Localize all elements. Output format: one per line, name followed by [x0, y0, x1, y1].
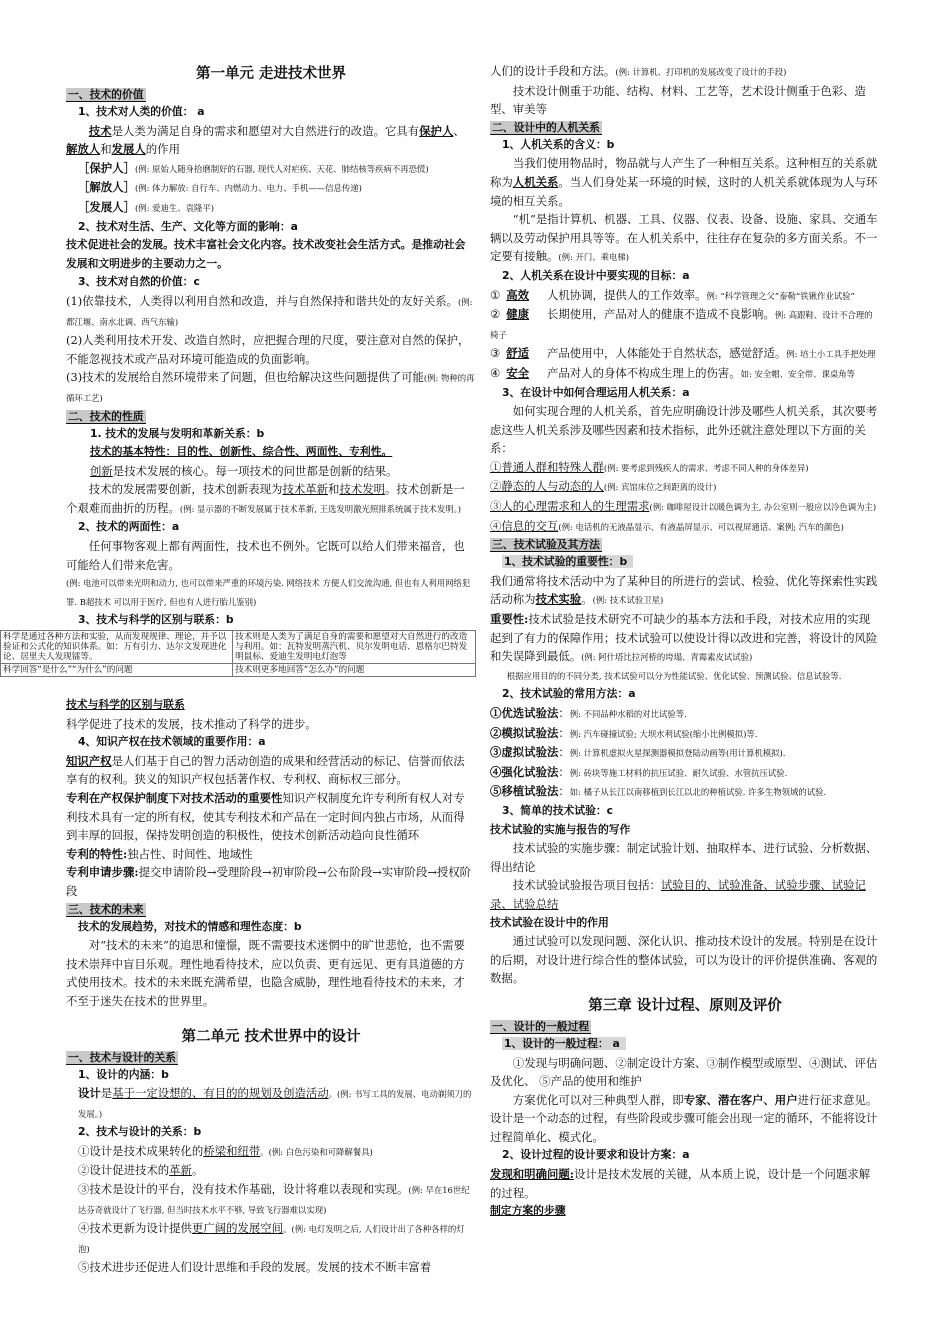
paragraph: 技术是人类为满足自身的需求和愿望对大自然进行的改造。它具有保护人、解放人和发展人的作用 — [66, 123, 465, 157]
goal-item — [490, 364, 880, 384]
method-keyword: ⑤移植试验法 — [490, 784, 559, 799]
paragraph: 技术设计侧重于功能、结构、材料、工艺等，艺术设计侧重于色彩、造型、审美等 — [490, 83, 866, 117]
method-example: 如: 橘子从长江以南移植到长江以北的种植试验. 许多生物领域的试验. — [569, 787, 827, 798]
subheading: 3、简单的技术试验：c — [502, 803, 614, 817]
paragraph: 方案优化可以对三种典型人群，即专家、潜在客户、用户进行征求意见。设计是一个动态的过程，有些阶段或步骤可能会出现一定的循环，不能将设计过程简单化、模式化。 — [490, 1092, 878, 1144]
paragraph: 知识产权是人们基于自己的智力活动创造的成果和经营活动的标记、信誉而依法享有的权利。狭义的知识产权包括著作权、专利权、商标权三部分。 — [66, 753, 465, 787]
paragraph: 技术促进社会的发展。技术丰富社会文化内容。技术改变社会生活方式。是推动社会发展和文明进步的主要动力之一。 — [66, 238, 466, 270]
unit1-title: 第一单元 走进技术世界 — [195, 66, 347, 82]
paragraph: 技术的基本特性：目的性、创新性、综合性、两面性、专利性。 — [90, 445, 393, 459]
subheading: 1、人机关系的含义：b — [502, 137, 615, 151]
table-cell: 技术则更多地回答“怎么办”的问题 — [233, 664, 476, 677]
paragraph: 技术的发展需要创新，技术创新表现为技术革新和技术发明。技术创新是一个艰难而曲折的历程。(例: 显示器的不断发展属于技术革新, 王选发明激光照排系统属于技术发明。) — [66, 482, 465, 515]
paragraph: ①设计是技术成果转化的桥梁和纽带。(例: 白色污染和可降解餐具) — [78, 1143, 373, 1158]
goal-keyword: 舒适 — [506, 346, 530, 361]
paragraph: 我们通常将技术活动中为了某种目的所进行的尝试、检验、优化等探索性实践活动称为技术实验。(例: 技术试验卫星) — [490, 573, 878, 607]
subheading: 1、设计的内涵：b — [78, 1067, 169, 1081]
table-row — [1, 631, 476, 664]
subheading: 2、设计过程的设计要求和设计方案：a — [502, 1148, 690, 1162]
subheading: 4、知识产权在技术领域的重要作用：a — [78, 735, 266, 749]
section-heading: 一、技术的价值 — [68, 88, 144, 101]
method-item — [490, 704, 880, 724]
paragraph: (2)人类利用技术开发、改造自然时，应把握合理的尺度，要注意对自然的保护，不能忽视技术或产品对环境可能造成的负面影响。 — [66, 333, 470, 366]
method-item — [490, 724, 880, 744]
paragraph: 根据应用目的的不同分类, 技术试验可以分为性能试验、优化试验、预测试验、信息试验等. — [506, 670, 842, 681]
method-separator: ： — [558, 745, 570, 760]
factor-item — [490, 517, 880, 537]
paragraph: 当我们使用物品时，物品就与人产生了一种相互关系。这种相互的关系就称为人机关系。当人们身处某一环境的时候，这时的人机关系就体现为人与环境的相互关系。 — [490, 156, 878, 208]
methods-list — [490, 704, 880, 802]
paragraph: 科学促进了技术的发展，技术推动了科学的进步。 — [66, 716, 317, 731]
subheading: 技术试验的实施与报告的写作 — [490, 822, 631, 836]
paragraph: 对“技术的未来”的追思和憧憬，既不需要技术迷惘中的旷世悲怆，也不需要技术崇拜中盲目乐观。理性地看待技术，应以负责、更有远见、更有具道德的方式使用技术。技术的未来既充满希望，也隐含威胁，理性地看待技术的未来，才不至于迷失在技术的世界里。 — [66, 938, 465, 1008]
table-row — [1, 664, 476, 677]
subheading: 3、技术与科学的区别与联系：b — [78, 613, 234, 627]
table-cell: 科学是通过各种方法和实验，从而发现规律、理论，并予以验证和公式化的知识体系。如：万有引力、达尔文发现进化论、居里夫人发现镭等。 — [1, 631, 233, 664]
paragraph: 专利在产权保护制度下对技术活动的重要性知识产权制度允许专利所有权人对专利技术具有一定的所有权，使其专利技术和产品在一定时间内独占市场，从而得到丰厚的回报，保持发明创造的积极性，使技术创新活动趋向良性循环 — [66, 790, 465, 843]
subheading: 3、在设计中如何合理运用人机关系：a — [502, 385, 690, 399]
method-item — [490, 763, 880, 783]
paragraph: ①发现与明确问题、②制定设计方案、③制作模型或原型、④测试、评估及优化、 ⑤产品的使用和维护 — [490, 1055, 878, 1089]
paragraph: ③技术是设计的平台，没有技术作基础，设计将难以表现和实现。(例: 早在16世纪达芬奇就设计了飞行器, 但当时技术水平不够, 导致飞行器难以实现) — [78, 1182, 470, 1215]
paragraph: ［发展人］(例: 爱迪生、袁隆平) — [78, 199, 214, 214]
method-separator: ： — [558, 706, 570, 720]
factor-item — [490, 477, 880, 497]
goal-example: 例: 高跟鞋、设计不合理的椅子 — [490, 310, 873, 340]
section-heading: 一、技术与设计的关系 — [68, 1050, 176, 1064]
paragraph: “机”是指计算机、机器、工具、仪器、仪表、设备、设施、家具、交通车辆以及劳动保护用具等等。在人机关系中，往往存在复杂的多方面关系。不一定要有接触。(例: 开门、乘电梯) — [490, 212, 878, 264]
goal-example: 如: 安全帽、安全带、课桌角等 — [740, 368, 856, 379]
method-example: 例: 不同品种水稻的对比试验等. — [569, 709, 687, 719]
goal-number: ③ — [490, 346, 501, 361]
factor-example: (例: 宾馆床位之间距离的设计) — [603, 482, 717, 493]
factor-keyword: ①普通人群和特殊人群 — [490, 459, 604, 474]
factor-keyword: ③人的心理需求和人的生理需求 — [490, 499, 650, 514]
paragraph: 技术试验的实施步骤：制定试验计划、抽取样本、进行试验、分析数据、得出结论 — [490, 841, 878, 874]
subheading: 1、设计的一般过程： a — [490, 1035, 880, 1054]
paragraph: ②设计促进技术的革新。 — [78, 1163, 204, 1178]
section-heading: 三、技术试验及其方法 — [492, 538, 600, 552]
subheading: 2、技术对生活、生产、文化等方面的影响：a — [78, 219, 298, 233]
subheading: 技术与科学的区别与联系 — [66, 698, 185, 711]
goal-keyword: 安全 — [506, 365, 530, 380]
goal-keyword: 高效 — [506, 287, 530, 302]
paragraph: (1)依靠技术，人类得以利用自然和改造，并与自然保持和谐共处的友好关系。(例: 都江堰、南水北调、西气东输) — [66, 293, 473, 327]
method-separator: ： — [558, 764, 570, 779]
goal-example: 例: “科学管理之父”泰勒“铁锹作业试验” — [706, 290, 855, 301]
goal-example: 例: 培土小工具手把处理 — [786, 349, 876, 360]
method-example: 例: 汽车碰撞试验; 大坝水利试验(缩小比例模拟)等. — [569, 728, 758, 739]
goal-text: 产品使用中，人体能处于自然状态，感觉舒适。 — [547, 346, 787, 361]
method-keyword: ②模拟试验法 — [490, 725, 559, 740]
science-tech-table — [0, 630, 476, 677]
factor-keyword: ④信息的交互 — [490, 518, 559, 533]
subheading: 技术的发展趋势，对技术的情感和理性态度：b — [78, 919, 302, 933]
paragraph: 专利申请步骤:提交申请阶段→受理阶段→初审阶段→公布阶段→实审阶段→授权阶段 — [66, 865, 472, 898]
paragraph: 人们的设计手段和方法。(例: 计算机、打印机的发展改变了设计的手段) — [490, 64, 787, 78]
goal-number: ④ — [490, 365, 501, 380]
subheading: 制定方案的步骤 — [490, 1204, 566, 1218]
section-heading: 二、设计中的人机关系 — [492, 120, 600, 134]
method-keyword: ①优选试验法 — [490, 706, 559, 720]
subheading: 2、技术的两面性：a — [78, 520, 180, 534]
subheading: 2、人机关系在设计中要实现的目标：a — [502, 268, 690, 282]
paragraph: ［保护人］(例: 原始人随身拾磨制好的石器, 现代人对疟疾、天花、肺结核等疾病不再恐慌) — [78, 160, 429, 175]
method-separator: ： — [558, 725, 570, 740]
subheading: 1. 技术的发展与发明和革新关系：b — [90, 426, 265, 440]
left-column-lower — [66, 696, 476, 1277]
factors-list — [490, 458, 880, 536]
right-column — [490, 62, 880, 1221]
goal-text: 人机协调，提供人的工作效率。 — [547, 287, 707, 302]
subheading: 1、技术试验的重要性：b — [490, 553, 880, 572]
goal-keyword: 健康 — [506, 307, 530, 322]
goal-number: ① — [490, 287, 501, 302]
factor-item — [490, 458, 880, 478]
paragraph: 技术试验试验报告项目包括：试验目的、试验准备、试验步骤、试验记录、试验总结 — [490, 878, 866, 911]
method-keyword: ④强化试验法 — [490, 764, 559, 779]
paragraph: 通过试验可以发现问题、深化认识、推动技术设计的发展。特别是在设计的后期，对设计进行综合性的整体试验，可以为设计的评价提供准确、客观的数据。 — [490, 934, 878, 986]
paragraph: 创新是技术发展的核心。每一项技术的问世都是创新的结果。 — [90, 463, 398, 478]
paragraph: ⑤技术进步还促进人们设计思维和手段的发展。发展的技术不断丰富着 — [78, 1260, 432, 1275]
subheading: 1、技术对人类的价值： a — [78, 105, 205, 118]
factor-keyword: ②静态的人与动态的人 — [490, 479, 604, 494]
paragraph: 如何实现合理的人机关系，首先应明确设计涉及哪些人机关系，其次要考虑这些人机关系涉及哪些因素和技术指标，此外还就注意处理以下方面的关系： — [490, 404, 878, 456]
paragraph: 任何事物客观上都有两面性，技术也不例外。它既可以给人们带来福音，也可能给人们带来危害。 — [66, 539, 465, 572]
unit2-title: 第二单元 技术世界中的设计 — [181, 1028, 361, 1045]
method-item — [490, 782, 880, 802]
goal-number: ② — [490, 307, 501, 322]
factor-example: (例: 电话机的无液晶显示、有液晶屏显示、可以视屏通话、案例; 汽车的颜色) — [558, 521, 844, 532]
subheading: 技术试验在设计中的作用 — [490, 915, 609, 929]
left-column — [66, 62, 476, 630]
subheading: 2、技术与设计的关系：b — [78, 1125, 202, 1139]
method-example: 例: 计算机虚拟火星探测器模拟登陆动画等(用计算机模拟). — [569, 748, 786, 759]
goal-text: 产品对人的身体不构成生理上的伤害。 — [547, 365, 741, 380]
paragraph: 设计是基于一定设想的、有目的的规划及创造活动。(例: 书写工具的发展、电动剃须刀的发展。) — [78, 1086, 472, 1119]
paragraph: 专利的特性:独占性、时间性、地域性 — [66, 846, 253, 861]
table-cell: 科学回答“是什么”“为什么”的问题 — [1, 664, 233, 677]
method-item — [490, 743, 880, 763]
factor-item — [490, 497, 880, 517]
method-example: 例: 砖块等施工材料的抗压试验、耐久试验、水管抗压试验. — [569, 767, 788, 778]
subheading: 2、技术试验的常用方法：a — [502, 687, 636, 701]
goal-item — [490, 286, 880, 306]
section-heading: 一、设计的一般过程 — [492, 1019, 590, 1033]
goals-list — [490, 286, 880, 384]
section-heading: 二、技术的性质 — [68, 409, 144, 423]
chapter3-title: 第三章 设计过程、原则及评价 — [588, 997, 782, 1014]
paragraph: ④技术更新为设计提供更广阔的发展空间。(例: 电灯发明之后, 人们设计出了各种各样的灯泡) — [78, 1221, 465, 1254]
paragraph: (例: 电池可以带来光明和动力, 也可以带来严重的环境污染. 网络技术 方便人们交流沟通, 但也有人利用网络犯罪. B超技术 可以用于医疗, 但也有人进行胎儿鉴别) — [66, 578, 471, 607]
goal-text: 长期使用，产品对人的健康不造成不良影响。 — [547, 307, 775, 322]
goal-item — [490, 344, 880, 364]
paragraph: 重要性:技术试验是技术研究不可缺少的基本方法和手段，对技术应用的实现起到了有力的保障作用；技术试验可以使设计得以改进和完善，将设计的风险和失误降到最低。(例: 阿什塔比拉河桥的垮塌、青霉素皮试试验) — [490, 612, 878, 664]
section-heading: 三、技术的未来 — [68, 902, 144, 916]
method-separator: ： — [558, 784, 570, 799]
method-keyword: ③虚拟试验法 — [490, 745, 559, 760]
paragraph: ［解放人］(例: 体力解放: 自行车、内燃动力、电力、手机——信息传递) — [78, 180, 362, 195]
subheading: 3、技术对自然的价值：c — [78, 275, 200, 289]
paragraph: (3)技术的发展给自然环境带来了问题，但也给解决这些问题提供了可能(例: 物种的再循环工艺) — [66, 370, 475, 403]
table-cell: 技术则是人类为了满足自身的需要和愿望对大自然进行的改造与利用。如：瓦特发明蒸汽机、贝尔发明电话、恩格尔巴特发明鼠标、爱迪生发明电灯泡等 — [233, 631, 476, 664]
factor-example: (例: 要考虑到残疾人的需求、考虑不同人种的身体差异) — [603, 462, 809, 473]
factor-example: (例: 咖啡屋设计以暖色调为主, 办公室则一般应以冷色调为主) — [649, 502, 877, 513]
goal-item — [490, 305, 880, 344]
paragraph: 发现和明确问题:设计是技术发展的关键，从本质上说，设计是一个问题求解的过程。 — [490, 1167, 871, 1200]
